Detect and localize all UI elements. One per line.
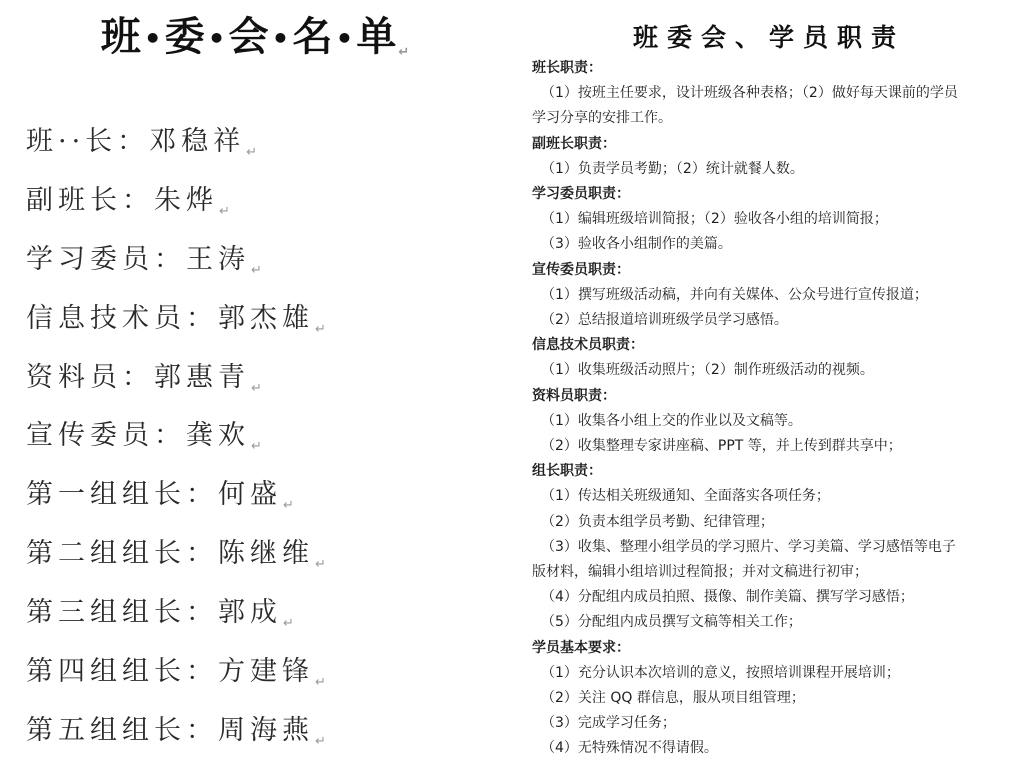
roster-document	[0, 0, 510, 767]
roster-person: 郭成	[218, 597, 282, 629]
duty-heading: 班长职责：	[532, 60, 602, 76]
roster-role: 班··长：	[26, 126, 150, 157]
roster-role: 宣传委员：	[26, 420, 186, 452]
paragraph-mark-icon: ↵	[219, 203, 230, 219]
duty-item: （1）收集各小组上交的作业以及文稿等。	[541, 412, 802, 429]
duty-item: （2）收集整理专家讲座稿、PPT 等，并上传到群共享中；	[541, 438, 902, 455]
roster-entry	[26, 231, 326, 290]
paragraph-mark-icon: ↵	[246, 145, 258, 160]
roster-title-char: 委	[164, 14, 206, 60]
paragraph-mark-icon: ↵	[315, 733, 326, 749]
roster-person: 王涛	[186, 243, 250, 275]
duty-item: （3）完成学习任务；	[541, 715, 676, 732]
paragraph-mark-icon: ↵	[251, 439, 262, 455]
roster-person: 周海燕	[218, 714, 314, 746]
roster-person: 龚欢	[186, 420, 250, 452]
duty-heading: 副班长职责：	[532, 135, 616, 152]
roster-entry	[26, 407, 326, 466]
duty-heading: 学习委员职责：	[532, 186, 630, 203]
roster-entry	[26, 466, 326, 525]
roster-role: 第五组组长：	[26, 714, 218, 746]
roster-title	[0, 6, 510, 68]
paragraph-mark-icon: ↵	[315, 321, 326, 337]
title-separator: •	[207, 22, 227, 55]
duty-heading: 资料员职责：	[532, 387, 616, 404]
duty-item: （4）分配组内成员拍照、摄像、制作美篇、撰写学习感悟；	[541, 589, 914, 606]
roster-role: 资料员：	[26, 361, 154, 393]
paragraph-mark-icon: ↵	[251, 262, 262, 278]
duties-list	[532, 56, 1020, 762]
duties-document	[514, 0, 1024, 767]
paragraph-mark-icon: ↵	[398, 45, 410, 60]
roster-title-char: 班	[100, 14, 142, 60]
duty-item: （1）收集班级活动照片；（2）制作班级活动的视频。	[541, 362, 874, 379]
paragraph-mark-icon: ↵	[315, 557, 326, 573]
duty-heading: 学员基本要求：	[532, 639, 630, 656]
duty-item: （1）按班主任要求，设计班级各种表格；（2）做好每天课前的学员	[541, 85, 958, 102]
duty-item: （1）负责学员考勤；（2）统计就餐人数。	[541, 160, 804, 177]
duty-continuation: 版材料，编辑小组培训过程简报；并对文稿进行初审；	[532, 564, 868, 581]
duty-item: （2）关注 QQ 群信息，服从项目组管理；	[541, 690, 805, 707]
roster-list	[26, 113, 326, 761]
roster-role: 第一组组长：	[26, 479, 218, 511]
roster-entry	[26, 349, 326, 408]
roster-entry	[26, 290, 326, 349]
roster-person: 邓稳祥	[149, 126, 246, 157]
roster-entry	[26, 584, 326, 643]
roster-person: 郭杰雄	[218, 302, 314, 334]
roster-role: 信息技术员：	[26, 302, 218, 334]
roster-entry	[26, 702, 326, 761]
roster-person: 朱烨	[154, 184, 218, 216]
title-separator: •	[335, 22, 355, 55]
paragraph-mark-icon: ↵	[283, 498, 294, 514]
roster-person: 何盛	[218, 479, 282, 511]
paragraph-mark-icon: ↵	[315, 675, 326, 691]
duty-heading: 宣传委员职责：	[532, 261, 630, 278]
duty-item: （1）充分认识本次培训的意义，按照培训课程开展培训；	[541, 664, 900, 681]
duty-heading: 信息技术员职责：	[532, 337, 644, 354]
title-separator: •	[271, 22, 291, 55]
duty-item: （1）传达相关班级通知、全面落实各项任务；	[541, 488, 830, 505]
roster-entry	[26, 525, 326, 584]
paragraph-mark-icon: ↵	[283, 616, 294, 632]
roster-person: 郭惠青	[154, 361, 250, 393]
roster-title-char: 单	[356, 14, 398, 60]
roster-entry	[26, 113, 326, 172]
title-separator: •	[143, 22, 163, 55]
roster-role: 副班长：	[26, 184, 154, 216]
roster-title-char: 会	[228, 14, 270, 60]
roster-title-char: 名	[292, 14, 334, 60]
duty-item: （4）无特殊情况不得请假。	[541, 740, 718, 757]
roster-entry	[26, 172, 326, 231]
roster-person: 陈继维	[218, 538, 314, 570]
paragraph-mark-icon: ↵	[251, 380, 262, 396]
duty-item: （3）验收各小组制作的美篇。	[541, 236, 732, 253]
duty-item: （1）撰写班级活动稿，并向有关媒体、公众号进行宣传报道；	[541, 286, 928, 303]
duty-item: （5）分配组内成员撰写文稿等相关工作；	[541, 614, 802, 631]
duties-title: 班委会、学员职责	[632, 23, 905, 52]
roster-entry	[26, 643, 326, 702]
roster-role: 学习委员：	[26, 243, 186, 275]
duty-heading: 组长职责：	[532, 463, 602, 480]
duty-item: （2）总结报道培训班级学员学习感悟。	[541, 312, 788, 329]
roster-person: 方建锋	[218, 656, 314, 688]
roster-role: 第三组组长：	[26, 597, 218, 629]
duty-continuation: 学习分享的安排工作。	[532, 110, 672, 127]
roster-role: 第二组组长：	[26, 538, 218, 570]
duty-item: （2）负责本组学员考勤、纪律管理；	[541, 513, 774, 530]
duty-item: （1）编辑班级培训简报；（2）验收各小组的培训简报；	[541, 211, 888, 228]
duty-item: （3）收集、整理小组学员的学习照片、学习美篇、学习感悟等电子	[541, 538, 956, 555]
roster-role: 第四组组长：	[26, 656, 218, 688]
